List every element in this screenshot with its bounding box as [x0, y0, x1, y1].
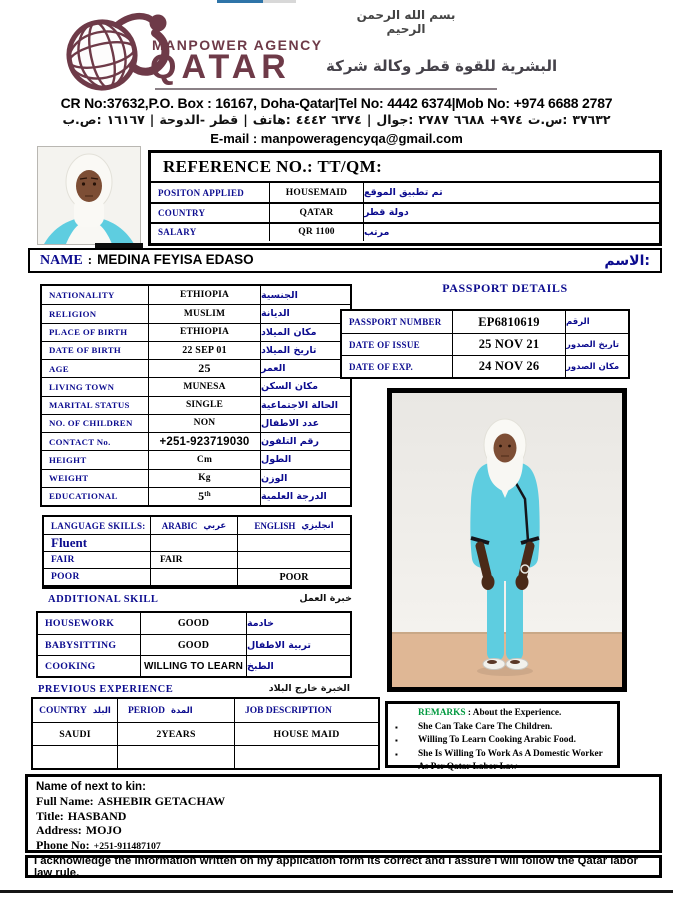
fluent-english-cell: [237, 534, 350, 551]
remarks-heading-text: : About the Experience.: [465, 708, 562, 718]
educational-value: [148, 487, 260, 505]
housework-label: HOUSEWORK: [45, 618, 115, 629]
nationality-value: ETHIOPIA: [148, 286, 260, 304]
passport-number-value: EP6810619: [452, 311, 565, 333]
agency-name: MANPOWER AGENCY: [152, 37, 323, 53]
language-skills-table: [42, 515, 352, 589]
educational-label: EDUCATIONAL: [42, 487, 148, 505]
name-label: NAME: [40, 253, 83, 268]
contact-value: +251-923719030: [148, 432, 260, 450]
exp-period-header: [117, 699, 234, 722]
bullet-icon: ▪: [395, 749, 398, 759]
educational-grade-suffix: th: [204, 490, 211, 499]
kin-title-value: HASBAND: [67, 808, 127, 823]
exp-job-header: [234, 699, 378, 722]
position-applied-arabic: تم تطبيق الموقع: [363, 183, 659, 202]
contact-label: CONTACT No.: [42, 432, 148, 450]
kin-address-label: Address:: [36, 823, 82, 838]
age-value: 25: [148, 359, 260, 377]
contact-arabic-part: ٣٧٦٣٢: [572, 112, 611, 127]
marital-status-label: MARITAL STATUS: [42, 396, 148, 414]
poor-english-cell: POOR: [237, 568, 350, 585]
exp-country-ar: البلد: [92, 705, 111, 716]
kin-phone-value: +251-911487107: [93, 840, 161, 852]
kin-phone-row: [36, 838, 651, 855]
kin-address-row: [36, 823, 651, 838]
cooking-value: WILLING TO LEARN: [140, 655, 246, 676]
educational-arabic: الدرجة العلمية: [260, 487, 350, 505]
nationality-arabic: الجنسية: [260, 286, 350, 304]
contact-line-english: CR No:37632,P.O. Box : 16167, Doha-Qatar|Tel No: 4442 6374|Mob No: +974 6688 2787: [60, 95, 613, 111]
kin-full-name-label: Full Name:: [36, 794, 94, 808]
contact-arabic-part: ص.ب:: [62, 112, 102, 127]
reference-title: REFERENCE NO.: TT/QM:: [151, 153, 659, 183]
fair-row-label: FAIR: [44, 551, 150, 568]
age-arabic: العمر: [260, 359, 350, 377]
height-arabic: الطول: [260, 450, 350, 468]
contact-arabic-part: قطر: [210, 112, 239, 127]
religion-label: RELIGION: [42, 304, 148, 322]
place-of-birth-value: ETHIOPIA: [148, 323, 260, 341]
position-applied-value: HOUSEMAID: [269, 183, 363, 202]
reference-section: [148, 150, 662, 246]
english-header-ar: انجليزي: [301, 520, 334, 531]
exp-job-value: HOUSE MAID: [234, 722, 378, 745]
salary-label: SALARY: [151, 222, 269, 241]
passport-details-title: PASSPORT DETAILS: [442, 281, 568, 295]
company-arabic-word: البشرية: [500, 57, 558, 75]
remark-text: Willing To Learn Cooking Arabic Food.: [418, 735, 576, 745]
previous-experience-table: [31, 697, 380, 770]
company-arabic-word: وكالة: [372, 57, 412, 75]
applicant-name: MEDINA FEYISA EDASO: [97, 252, 254, 267]
children-arabic: عدد الاطفال: [260, 414, 350, 432]
passport-table: [340, 309, 630, 379]
remark-item: [392, 748, 613, 775]
marital-status-arabic: الحالة الاجتماعية: [260, 396, 350, 414]
contact-arabic-part: ٦٣٧٤: [331, 112, 362, 127]
contact-arabic-part: |: [243, 112, 248, 127]
kin-title-row: [36, 809, 651, 824]
date-of-exp-value: 24 NOV 26: [452, 355, 565, 377]
contact-arabic-part: ٢٧٨٧: [418, 112, 449, 127]
housework-value: GOOD: [140, 613, 246, 634]
headshot-photo: [37, 146, 141, 245]
exp-country-empty: [33, 745, 117, 768]
language-skills-header: LANGUAGE SKILLS:: [51, 520, 146, 531]
brand-underline: [155, 88, 497, 90]
name-row: [28, 248, 662, 273]
salary-arabic: مرتب: [363, 222, 659, 241]
religion-value: MUSLIM: [148, 304, 260, 322]
agency-name-qatar: QATAR: [150, 48, 291, 86]
contact-arabic-part: جوال:: [376, 112, 414, 127]
place-of-birth-arabic: مكان الميلاد: [260, 323, 350, 341]
date-of-exp-label: DATE OF EXP.: [342, 355, 452, 377]
kin-heading: Name of next to kin:: [36, 781, 146, 793]
previous-experience-title: PREVIOUS EXPERIENCE: [38, 684, 174, 695]
exp-period-en: PERIOD: [128, 705, 165, 716]
position-applied-label: POSITON APPLIED: [158, 187, 245, 198]
date-of-birth-label: DATE OF BIRTH: [42, 341, 148, 359]
exp-country-header: [33, 699, 117, 722]
fair-arabic-cell: FAIR: [150, 551, 237, 568]
contact-arabic-part: ٦٦٨٨: [453, 112, 485, 127]
date-of-birth-arabic: تاريخ الميلاد: [260, 341, 350, 359]
kin-title-label: Title:: [36, 808, 64, 823]
nationality-label: NATIONALITY: [49, 290, 115, 301]
email-line: E-mail : manpoweragencyqa@gmail.com: [210, 131, 463, 146]
exp-job-empty: [234, 745, 378, 768]
country-label: COUNTRY: [151, 202, 269, 221]
name-label-arabic: الاسم:: [604, 252, 650, 269]
arabic-header-en: ARABIC: [161, 520, 198, 531]
height-value: Cm: [148, 450, 260, 468]
fair-english-cell: [237, 551, 350, 568]
height-label: HEIGHT: [42, 450, 148, 468]
contact-arabic-part: ١٦١٦٧: [106, 112, 145, 127]
living-town-value: MUNESA: [148, 377, 260, 395]
date-of-issue-value: 25 NOV 21: [452, 333, 565, 355]
exp-country-en: COUNTRY: [39, 705, 87, 716]
place-of-birth-label: PLACE OF BIRTH: [42, 323, 148, 341]
exp-period-ar: المدة: [170, 705, 193, 716]
remark-item: [392, 721, 613, 735]
kin-address-value: MOJO: [85, 823, 122, 838]
contact-line-arabic: [0, 112, 673, 127]
contact-arabic-part: |: [366, 112, 372, 127]
exp-job-en: JOB DESCRIPTION: [245, 705, 332, 716]
acknowledgment-text: I acknowledge the information written on my application form its correct and I assure I will follow the Qatar labor law rule.: [34, 854, 638, 879]
contact-arabic: رقم التلفون: [260, 432, 350, 450]
headshot-illustration: [38, 147, 140, 244]
salary-value: QR 1100: [269, 222, 363, 241]
scan-artifact-blue-bar: [217, 0, 263, 3]
previous-experience-arabic: الخبرة خارج البلاد: [268, 683, 350, 694]
exp-period-value: 2YEARS: [117, 722, 234, 745]
country-value: QATAR: [269, 202, 363, 221]
remarks-label: REMARKS: [418, 708, 466, 718]
passport-number-label: PASSPORT NUMBER: [349, 317, 442, 327]
arabic-column-header: [150, 517, 237, 534]
remark-item: [392, 734, 613, 748]
babysitting-arabic: تربية الاطفال: [246, 634, 350, 655]
full-body-photo: [387, 388, 627, 692]
educational-grade: 5: [198, 488, 205, 503]
babysitting-value: GOOD: [140, 634, 246, 655]
fluent-arabic-cell: [150, 534, 237, 551]
kin-phone-label: Phone No:: [36, 837, 90, 852]
exp-country-value: SAUDI: [33, 722, 117, 745]
children-value: NON: [148, 414, 260, 432]
contact-arabic-part: |: [149, 112, 155, 127]
cooking-label: COOKING: [38, 655, 140, 676]
additional-skill-arabic: خبرة العمل: [299, 593, 352, 604]
scan-artifact-gray-bar: [263, 0, 296, 3]
weight-arabic: الوزن: [260, 469, 350, 487]
marital-status-value: SINGLE: [148, 396, 260, 414]
bullet-icon: ▪: [395, 736, 398, 745]
additional-skill-table: [36, 611, 352, 678]
company-arabic-word: قطر: [416, 57, 451, 75]
name-separator: :: [87, 252, 93, 267]
page-bottom-rule: [0, 890, 673, 893]
contact-arabic-part: هاتف:: [252, 112, 291, 127]
living-town-label: LIVING TOWN: [42, 377, 148, 395]
cooking-arabic: الطبخ: [246, 655, 350, 676]
arabic-header-ar: عربي: [203, 520, 227, 531]
date-of-birth-value: 22 SEP 01: [148, 341, 260, 359]
passport-number-arabic: الرقم: [565, 311, 628, 333]
english-column-header: [237, 517, 350, 534]
contact-arabic-part: ٤٤٤٢: [295, 112, 327, 127]
remark-text: She Is Willing To Work As A Domestic Worker As Per Qatar Labor Law: [418, 748, 603, 772]
additional-skill-title: ADDITIONAL SKILL: [48, 594, 159, 605]
date-of-exp-arabic: مكان الصدور: [565, 355, 628, 377]
full-body-illustration: [392, 393, 622, 687]
poor-arabic-cell: [150, 568, 237, 585]
company-name-arabic: [326, 57, 558, 75]
date-of-issue-arabic: تاريخ الصدور: [565, 333, 628, 355]
religion-arabic: الديانة: [260, 304, 350, 322]
reference-table: [151, 183, 659, 241]
next-of-kin-section: [25, 774, 662, 853]
contact-arabic-part: +٩٧٤: [489, 112, 523, 127]
acknowledgment-box: [25, 855, 662, 878]
weight-label: WEIGHT: [42, 469, 148, 487]
age-label: AGE: [42, 359, 148, 377]
remark-text: She Can Take Care The Children.: [418, 721, 553, 732]
weight-value: Kg: [148, 469, 260, 487]
remarks-heading: [392, 707, 613, 721]
english-header-en: ENGLISH: [254, 520, 296, 531]
children-label: NO. OF CHILDREN: [42, 414, 148, 432]
contact-arabic-part: الدوحة-: [159, 112, 206, 127]
country-arabic: دولة قطر: [363, 202, 659, 221]
kin-full-name-value: ASHEBIR GETACHAW: [97, 794, 226, 808]
kin-full-name-row: [36, 794, 651, 809]
fluent-row-label: Fluent: [44, 534, 150, 551]
remarks-section: [385, 701, 620, 772]
company-arabic-word: للقوة: [455, 57, 496, 75]
company-arabic-word: شركة: [326, 57, 368, 75]
exp-period-empty: [117, 745, 234, 768]
babysitting-label: BABYSITTING: [38, 634, 140, 655]
personal-details-table: [40, 284, 352, 507]
living-town-arabic: مكان السكن: [260, 377, 350, 395]
bullet-icon: ▪: [395, 722, 398, 732]
poor-row-label: POOR: [44, 568, 150, 585]
housework-arabic: خادمة: [246, 613, 350, 634]
date-of-issue-label: DATE OF ISSUE: [342, 333, 452, 355]
contact-arabic-part: س.ت:: [527, 112, 568, 127]
bismillah-calligraphy: بسم الله الرحمن الرحيم: [356, 8, 456, 36]
